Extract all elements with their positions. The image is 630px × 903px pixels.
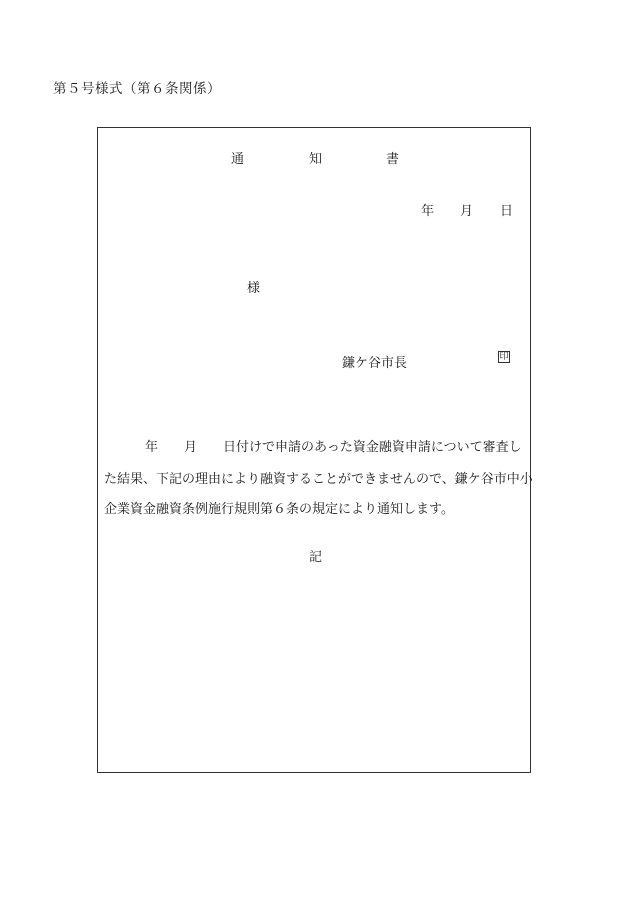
body-month: 月 <box>184 440 198 455</box>
body-line-2: た結果、下記の理由により融資することができませんので、鎌ケ谷市中小 <box>104 472 533 487</box>
form-number-label: 第５号様式（第６条関係） <box>53 81 221 97</box>
date-month: 月 <box>460 204 474 219</box>
seal-mark: 印 <box>499 352 509 362</box>
body-line-3: 企業資金融資条例施行規則第６条の規定により通知します。 <box>104 502 454 517</box>
date-day: 日 <box>500 204 514 219</box>
date-year: 年 <box>421 204 435 219</box>
addressee-suffix: 様 <box>247 281 261 296</box>
title-char-3: 書 <box>386 152 400 167</box>
title-char-2: 知 <box>309 152 323 167</box>
title-char-1: 通 <box>231 152 245 167</box>
body-year: 年 <box>145 440 159 455</box>
body-line-1-text: 日付けで申請のあった資金融資申請について審査し <box>223 440 522 455</box>
note-heading: 記 <box>309 550 323 565</box>
issuer-name: 鎌ケ谷市長 <box>342 356 408 371</box>
